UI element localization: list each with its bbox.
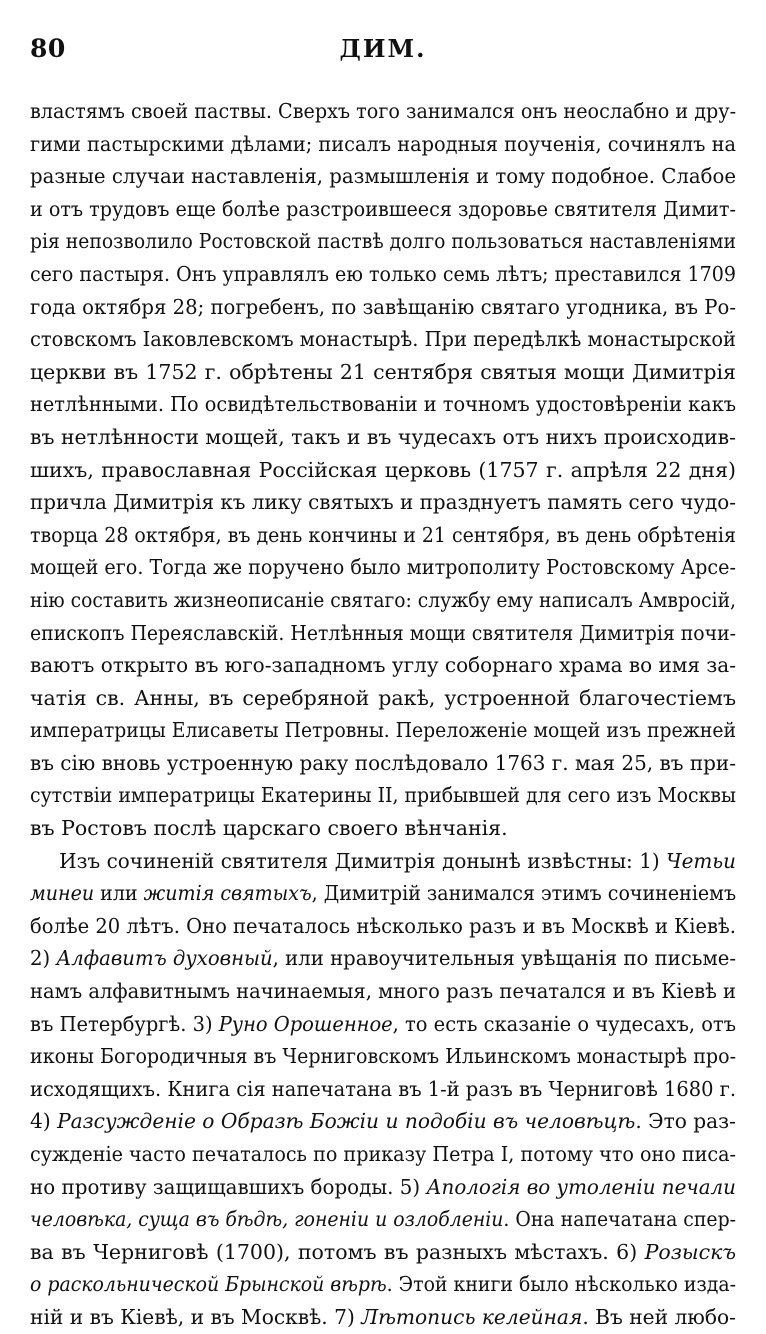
text-line: минеи или житія святыхъ, Димитрій занимался этимъ сочиненіемъ	[30, 881, 737, 906]
text-line: сутствіи императрицы Екатерины II, прибывшей для сего изъ Москвы	[30, 783, 737, 808]
text-line: Изъ сочиненій святителя Димитрія донынѣ извѣстны: 1) Четьи	[59, 848, 736, 873]
page-number: 80	[30, 34, 66, 63]
page-header	[30, 34, 736, 64]
text-line: человѣка, суща въ бѣдѣ, гоненіи и озлобленіи. Она напечатана спер-	[30, 1207, 737, 1232]
text-line: нетлѣнными. По освидѣтельствованіи и точномъ удостовѣреніи какъ	[30, 392, 737, 417]
text-line: 2) Алфавитъ духовный, или нравоучительныя увѣщанія по письме-	[30, 946, 737, 971]
text-line: рія непозволило Ростовской паствѣ долго пользоваться наставленіями	[30, 229, 736, 254]
text-line: причла Димитрія къ лику святыхъ и празднуетъ память сего чудо-	[30, 490, 736, 515]
text-line: намъ алфавитнымъ начинаемыя, много разъ печатался и въ Кіевѣ и	[30, 979, 736, 1004]
text-line: мощей его. Тогда же поручено было митрополиту Ростовскому Арсе-	[30, 555, 736, 580]
text-line: о раскольнической Брынской вѣрѣ. Этой книги было нѣсколько изда-	[30, 1272, 737, 1297]
text-line: болѣе 20 лѣтъ. Оно печаталось нѣсколько разъ и въ Москвѣ и Кіевѣ.	[30, 913, 736, 938]
text-line: гими пастырскими дѣлами; писалъ народныя поученія, сочинялъ на	[30, 131, 737, 156]
text-line: стовскомъ Іаковлевскомъ монастырѣ. При передѣлкѣ монастырской	[30, 327, 736, 352]
text-line: въ нетлѣнности мощей, такъ и въ чудесахъ отъ нихъ происходив-	[30, 424, 737, 449]
text-line: ній и въ Кіевѣ, и въ Москвѣ. 7) Лѣтопись келейная. Въ ней любо-	[30, 1304, 736, 1329]
body-text	[30, 95, 736, 1334]
text-line: въ сію вновь устроенную раку послѣдовало 1763 г. мая 25, въ при-	[30, 750, 736, 775]
text-line: императрицы Елисаветы Петровны. Переложеніе мощей изъ прежней	[30, 718, 737, 743]
text-line: сего пастыря. Онъ управлялъ ею только семь лѣтъ; преставился 1709	[30, 261, 737, 286]
text-line: чатія св. Анны, въ серебряной ракѣ, устроенной благочестіемъ	[30, 685, 736, 710]
text-line: исходящихъ. Книга сія напечатана въ 1-й разъ въ Черниговѣ 1680 г.	[30, 1076, 737, 1101]
running-head: ДИМ.	[339, 34, 427, 63]
text-line: года октября 28; погребенъ, по завѣщанію святаго угодника, въ Ро-	[30, 294, 736, 319]
text-line: разные случаи наставленія, размышленія и тому подобное. Слабое	[30, 164, 736, 189]
text-line: церкви въ 1752 г. обрѣтены 21 сентября святыя мощи Димитрія	[30, 359, 736, 384]
text-line: и отъ трудовъ еще болѣе разстроившееся здоровье святителя Димит-	[30, 196, 736, 221]
text-line: ваютъ открыто въ юго-западномъ углу соборнаго храма во имя за-	[30, 653, 736, 678]
text-line: епископъ Переяславскій. Нетлѣнныя мощи святителя Димитрія почи-	[30, 620, 736, 645]
text-line: но противу защищавшихъ бороды. 5) Апологія во утоленіи печали	[30, 1174, 736, 1199]
text-line: въ Петербургѣ. 3) Руно Орошенное, то есть сказаніе о чудесахъ, отъ	[30, 1011, 737, 1036]
text-line: иконы Богородичныя въ Черниговскомъ Ильинскомъ монастырѣ про-	[30, 1044, 737, 1069]
text-line: ва въ Черниговѣ (1700), потомъ въ разныхъ мѣстахъ. 6) Розыскъ	[30, 1239, 736, 1264]
text-line: творца 28 октября, въ день кончины и 21 сентября, въ день обрѣтенія	[30, 522, 736, 547]
text-line: сужденіе часто печаталось по приказу Петра I, потому что оно писа-	[30, 1142, 736, 1166]
text-line: нію составить жизнеописаніе святаго: службу ему написалъ Амвросій,	[30, 587, 737, 612]
text-line: въ Ростовъ послѣ царскаго своего вѣнчанія.	[30, 816, 508, 841]
text-line: властямъ своей паствы. Сверхъ того занимался онъ неослабно и дру-	[30, 99, 737, 123]
text-line: шихъ, православная Россійская церковь (1757 г. апрѣля 22 дня)	[30, 457, 736, 482]
text-line: 4) Разсужденіе о Образѣ Божіи и подобіи въ человѣцѣ. Это раз-	[30, 1109, 736, 1134]
